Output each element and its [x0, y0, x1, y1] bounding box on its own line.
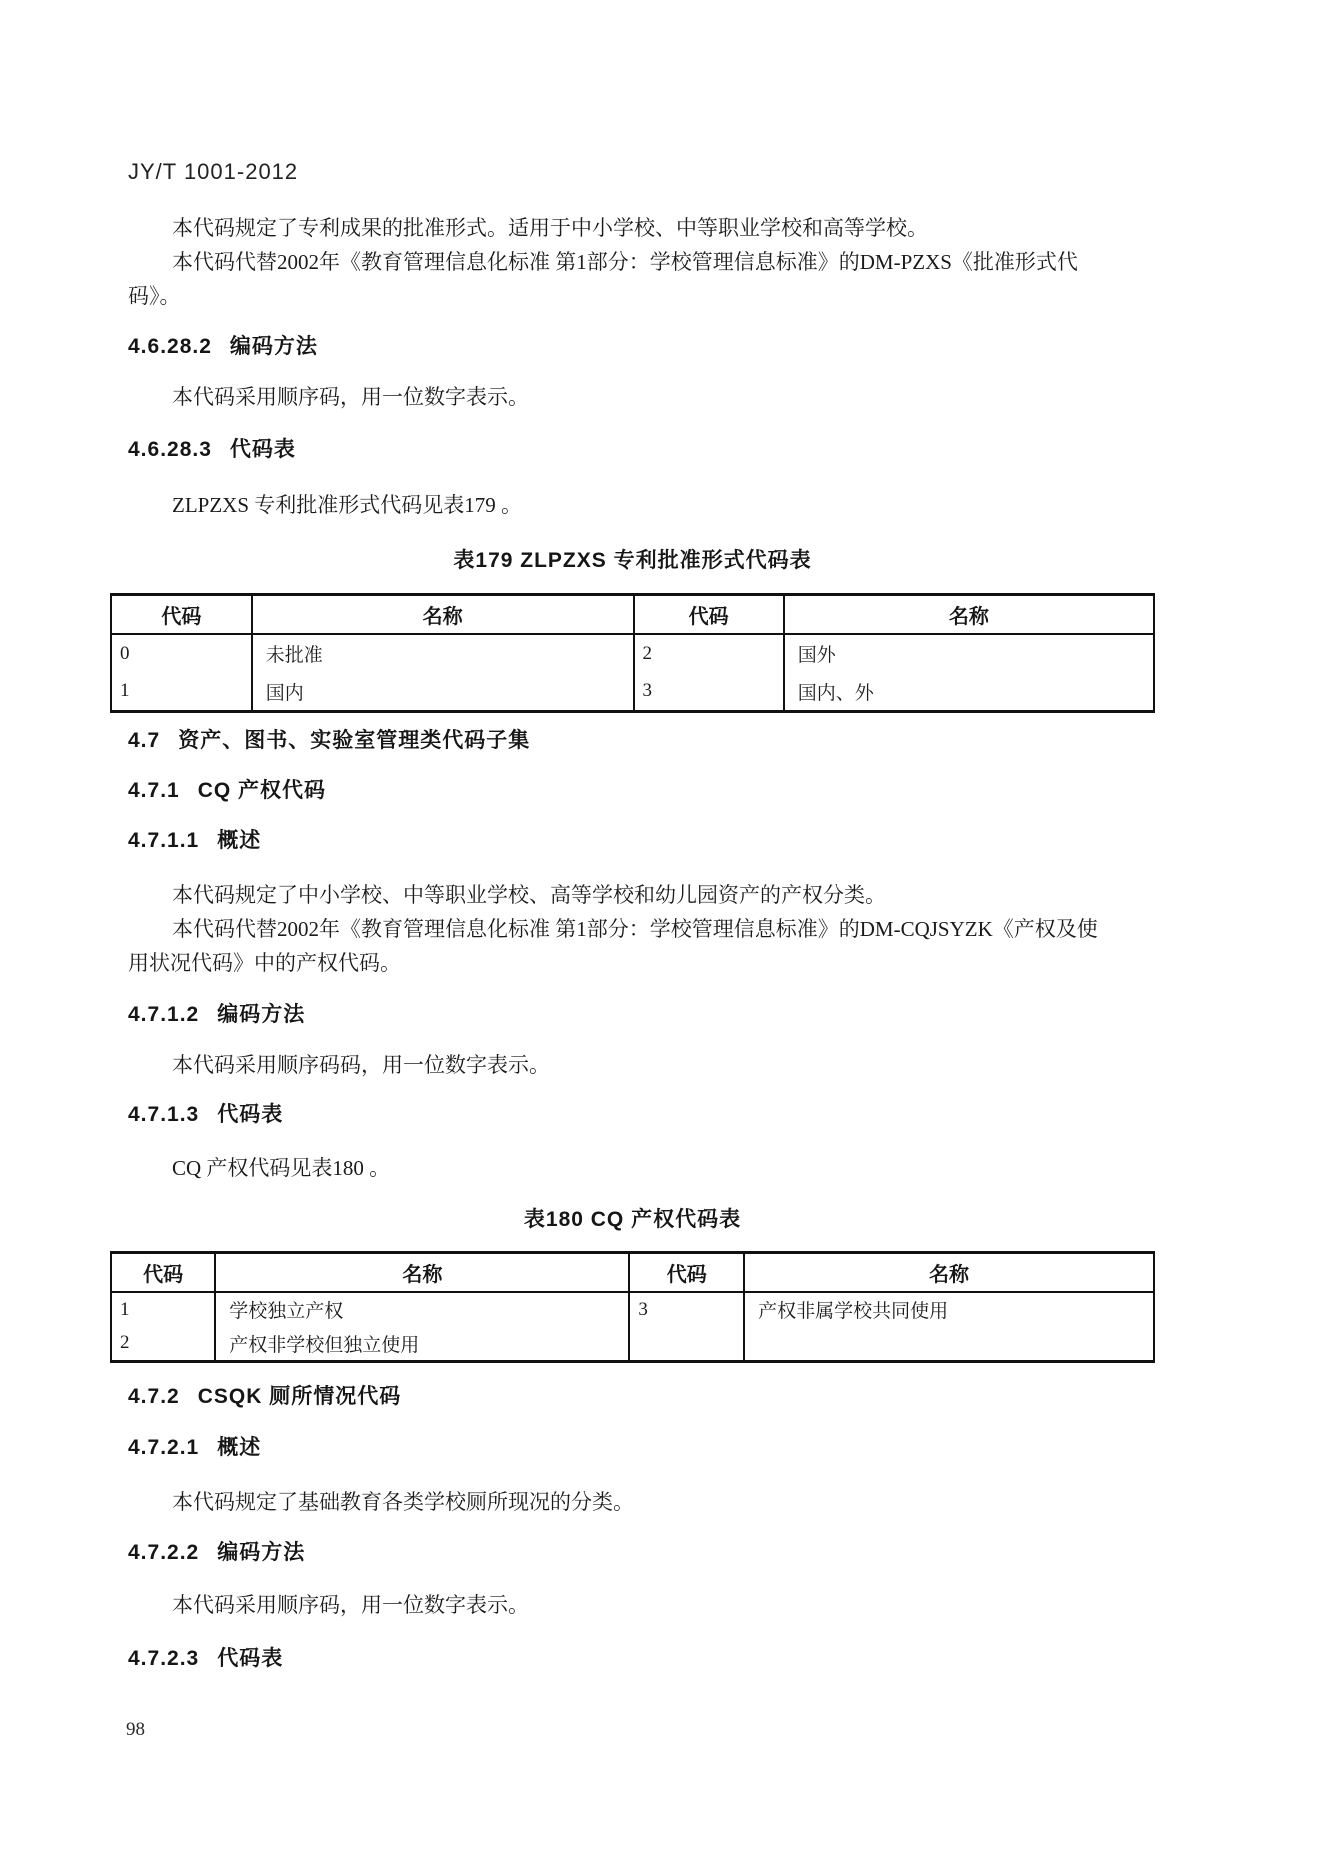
- code-cell: 2: [111, 1327, 215, 1362]
- code-cell: 0: [111, 634, 252, 673]
- paragraph-line: 本代码采用顺序码码，用一位数字表示。: [172, 1053, 550, 1077]
- heading-number: 4.6.28.3: [128, 438, 212, 461]
- paragraph-line: 本代码代替2002年《教育管理信息化标准 第1部分：学校管理信息标准》的DM-PZXS《批准形式代: [172, 250, 1078, 274]
- heading-title: 资产、图书、实验室管理类代码子集: [178, 729, 531, 752]
- paragraph-line: 本代码代替2002年《教育管理信息化标准 第1部分：学校管理信息标准》的DM-CQJSYZK《产权及使: [172, 917, 1098, 941]
- code-cell: 3: [634, 673, 784, 712]
- table-180-caption: 表180 CQ 产权代码表: [523, 1208, 742, 1231]
- heading-title: 编码方法: [217, 1003, 306, 1026]
- heading-title: 代码表: [217, 1103, 284, 1126]
- paragraph: [128, 1588, 1158, 1622]
- column-header: 名称: [784, 595, 1154, 634]
- code-cell: [629, 1327, 744, 1362]
- column-header: 名称: [215, 1253, 629, 1292]
- heading-number: 4.7.2.2: [128, 1541, 200, 1564]
- table-179-caption: 表179 ZLPZXS 专利批准形式代码表: [453, 549, 812, 572]
- heading-4-7-2: [128, 1380, 1158, 1414]
- code-cell: 1: [111, 673, 252, 712]
- paragraph: [128, 488, 1158, 522]
- heading-number: 4.7.1.2: [128, 1003, 200, 1026]
- heading-4-7-1-2: [128, 998, 1158, 1032]
- table-row: [111, 634, 1154, 673]
- heading-number: 4.7: [128, 729, 161, 752]
- heading-number: 4.7.1: [128, 779, 180, 802]
- name-cell: 国内: [252, 673, 634, 712]
- heading-title: 概述: [217, 829, 262, 852]
- name-cell: 国外: [784, 634, 1154, 673]
- paragraph-line: 用状况代码》中的产权代码。: [128, 951, 401, 975]
- paragraph-line: 本代码规定了专利成果的批准形式。适用于中小学校、中等职业学校和高等学校。: [172, 216, 928, 240]
- heading-title: CSQK 厕所情况代码: [197, 1385, 402, 1408]
- paragraph-line: 码》。: [128, 284, 181, 308]
- table-180: [110, 1251, 1155, 1363]
- heading-number: 4.7.2.3: [128, 1647, 200, 1670]
- standard-number: JY/T 1001-2012: [128, 159, 299, 184]
- heading-number: 4.6.28.2: [128, 335, 212, 358]
- table-179: [110, 593, 1155, 713]
- name-cell: 未批准: [252, 634, 634, 673]
- paragraph: [128, 1151, 1158, 1185]
- heading-4-7-2-1: [128, 1431, 1158, 1465]
- table-header-row: [111, 595, 1154, 634]
- heading-number: 4.7.2.1: [128, 1436, 200, 1459]
- page-number: 98: [126, 1719, 145, 1740]
- heading-4-7-1-1: [128, 824, 1158, 858]
- table-row: [111, 1327, 1154, 1362]
- paragraph-line: CQ 产权代码见表180 。: [172, 1156, 391, 1180]
- heading-number: 4.7.1.3: [128, 1103, 200, 1126]
- heading-title: 代码表: [217, 1647, 284, 1670]
- heading-title: 编码方法: [229, 335, 318, 358]
- intro-paragraph: [128, 211, 1158, 313]
- paragraph: [128, 380, 1158, 414]
- column-header: 代码: [111, 595, 252, 634]
- table-row: [111, 673, 1154, 712]
- heading-title: 编码方法: [217, 1541, 306, 1564]
- paragraph-line: 本代码规定了中小学校、中等职业学校、高等学校和幼儿园资产的产权分类。: [172, 883, 886, 907]
- heading-4-7: [128, 724, 1158, 758]
- paragraph-line: 本代码采用顺序码，用一位数字表示。: [172, 385, 529, 409]
- table-header-row: [111, 1253, 1154, 1292]
- name-cell: 产权非属学校共同使用: [744, 1292, 1154, 1327]
- table-row: [111, 1292, 1154, 1327]
- column-header: 名称: [744, 1253, 1154, 1292]
- column-header: 代码: [629, 1253, 744, 1292]
- heading-title: 代码表: [229, 438, 296, 461]
- heading-4-7-2-3: [128, 1642, 1158, 1676]
- paragraph-line: ZLPZXS 专利批准形式代码见表179 。: [172, 493, 523, 517]
- name-cell: [744, 1327, 1154, 1362]
- heading-4-6-28-2: [128, 330, 1158, 364]
- paragraph: [128, 1485, 1158, 1519]
- paragraph: [128, 1048, 1158, 1082]
- column-header: 代码: [111, 1253, 215, 1292]
- paragraph-line: 本代码采用顺序码，用一位数字表示。: [172, 1593, 529, 1617]
- name-cell: 国内、外: [784, 673, 1154, 712]
- heading-4-7-1: [128, 774, 1158, 808]
- heading-title: CQ 产权代码: [197, 779, 327, 802]
- name-cell: 学校独立产权: [215, 1292, 629, 1327]
- heading-4-7-2-2: [128, 1536, 1158, 1570]
- code-cell: 3: [629, 1292, 744, 1327]
- heading-4-6-28-3: [128, 433, 1158, 467]
- heading-number: 4.7.1.1: [128, 829, 200, 852]
- heading-4-7-1-3: [128, 1098, 1158, 1132]
- name-cell: 产权非学校但独立使用: [215, 1327, 629, 1362]
- column-header: 代码: [634, 595, 784, 634]
- heading-title: 概述: [217, 1436, 262, 1459]
- column-header: 名称: [252, 595, 634, 634]
- paragraph: [128, 878, 1158, 980]
- heading-number: 4.7.2: [128, 1385, 180, 1408]
- paragraph-line: 本代码规定了基础教育各类学校厕所现况的分类。: [172, 1490, 634, 1514]
- code-cell: 2: [634, 634, 784, 673]
- code-cell: 1: [111, 1292, 215, 1327]
